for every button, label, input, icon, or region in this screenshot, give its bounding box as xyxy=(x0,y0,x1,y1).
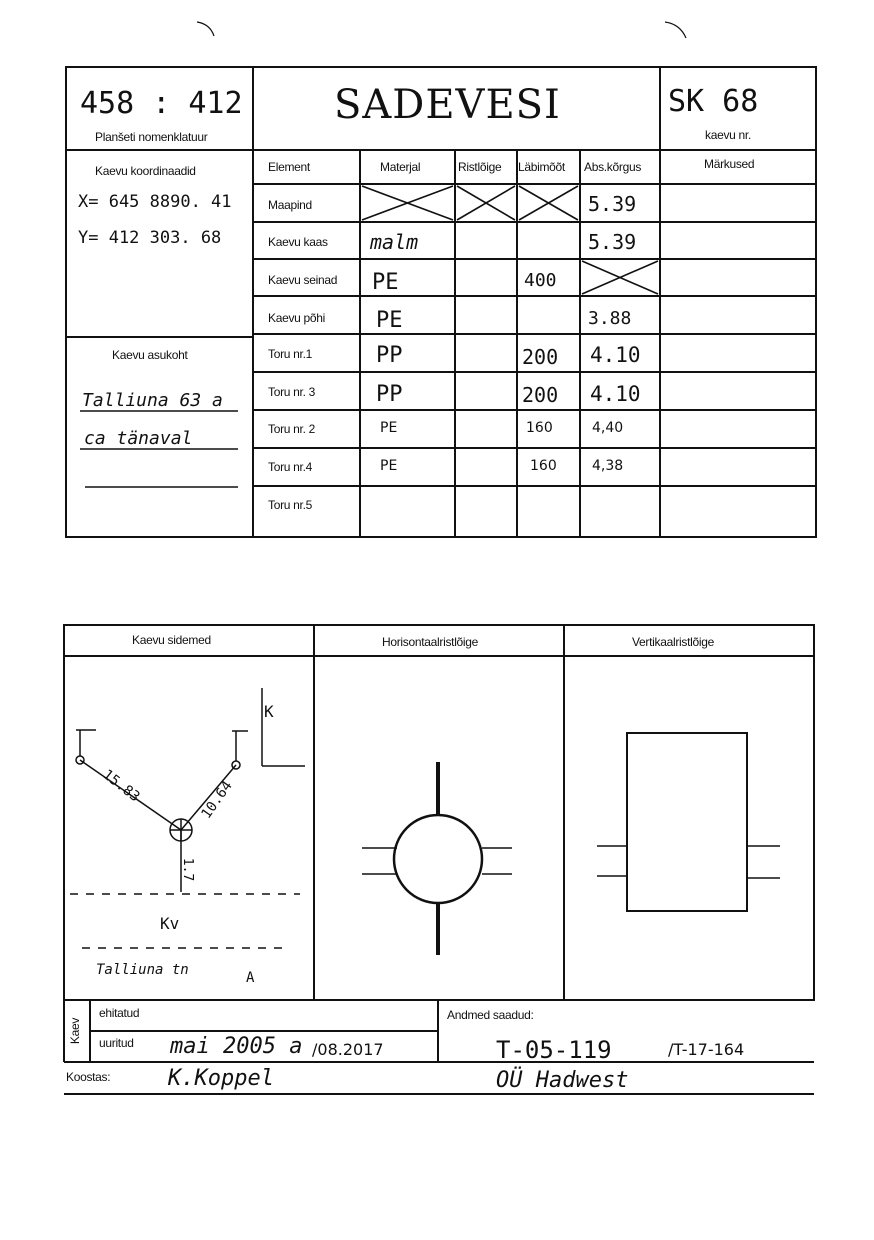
row-element: Kaevu kaas xyxy=(268,235,328,249)
well-number-label: kaevu nr. xyxy=(705,128,751,142)
row-diameter: 160 xyxy=(526,420,553,436)
row-element: Toru nr.1 xyxy=(268,347,312,361)
plansheet-label: Planšeti nomenklatuur xyxy=(95,130,208,144)
data-label: Andmed saadud: xyxy=(447,1008,534,1022)
col-header-notes: Märkused xyxy=(704,157,755,171)
vertical-section xyxy=(597,733,780,911)
well-number: SK 68 xyxy=(668,84,759,119)
row-height: 4,40 xyxy=(592,420,624,436)
panel-title-horizontal: Horisontaalristlõige xyxy=(382,635,479,649)
col-header-diameter: Läbimõõt xyxy=(518,160,565,174)
compiled-value: K.Koppel xyxy=(168,1066,274,1091)
row-element: Kaevu põhi xyxy=(268,311,326,325)
location-line-1: Talliuna 63 a xyxy=(82,390,223,411)
sketch-distance-right: 10.64 xyxy=(198,778,236,822)
row-element: Toru nr.4 xyxy=(268,460,312,474)
page-title: SADEVESI xyxy=(334,82,561,128)
data-value: T-05-119 xyxy=(496,1036,612,1064)
surveyed-label: uuritud xyxy=(99,1036,134,1050)
col-header-material: Materjal xyxy=(380,160,421,174)
row-element: Toru nr. 3 xyxy=(268,385,316,399)
horizontal-section xyxy=(362,762,512,955)
row-diameter: 400 xyxy=(524,270,557,291)
col-header-height: Abs.kõrgus xyxy=(584,160,642,174)
sketch-distance-left: 15.83 xyxy=(99,766,143,806)
row-material: PE xyxy=(376,308,403,333)
panel-title-connections: Kaevu sidemed xyxy=(132,633,211,647)
row-height: 5.39 xyxy=(588,192,637,216)
sketch-street: Talliuna tn xyxy=(96,962,189,978)
row-material: PP xyxy=(376,382,403,407)
location-line-2: ca tänaval xyxy=(84,428,193,449)
row-height: 3.88 xyxy=(588,308,632,329)
panel-title-vertical: Vertikaalristlõige xyxy=(632,635,714,649)
row-diameter: 200 xyxy=(522,345,559,369)
row-height: 4,38 xyxy=(592,458,624,474)
company-name: OÜ Hadwest xyxy=(496,1068,629,1093)
sketch-label-a: A xyxy=(246,970,255,986)
coordinate-x: X= 645 8890. 41 xyxy=(78,192,232,212)
row-height: 4.10 xyxy=(590,382,641,406)
kaev-label: Kaev xyxy=(68,1017,83,1045)
row-material: PE xyxy=(380,458,398,474)
row-material: malm xyxy=(370,230,419,254)
row-material: PP xyxy=(376,343,403,368)
connection-sketch xyxy=(70,688,305,948)
row-element: Kaevu seinad xyxy=(268,273,338,287)
col-header-element: Element xyxy=(268,160,310,174)
row-height: 5.39 xyxy=(588,230,637,254)
coordinates-label: Kaevu koordinaadid xyxy=(95,164,196,178)
built-label: ehitatud xyxy=(99,1006,140,1020)
row-diameter: 200 xyxy=(522,383,559,407)
location-label: Kaevu asukoht xyxy=(112,348,188,362)
sketch-label-kv: Kv xyxy=(160,914,180,933)
data-extra: /T-17-164 xyxy=(668,1040,745,1059)
compiled-label: Koostas: xyxy=(66,1070,111,1084)
sketch-label-k: K xyxy=(264,702,274,721)
plansheet-value: 458 : 412 xyxy=(80,86,243,121)
surveyed-value: mai 2005 a xyxy=(170,1034,303,1059)
row-height: 4.10 xyxy=(590,343,641,367)
row-material: PE xyxy=(372,270,399,295)
sketch-distance-down: 1.7 xyxy=(180,857,196,882)
coordinate-y: Y= 412 303. 68 xyxy=(78,228,222,248)
row-element: Maapind xyxy=(268,198,312,212)
surveyed-extra: /08.2017 xyxy=(312,1040,384,1059)
row-material: PE xyxy=(380,420,398,436)
row-element: Toru nr. 2 xyxy=(268,422,316,436)
row-diameter: 160 xyxy=(530,458,557,474)
row-element: Toru nr.5 xyxy=(268,498,312,512)
col-header-cross: Ristlõige xyxy=(458,160,502,174)
